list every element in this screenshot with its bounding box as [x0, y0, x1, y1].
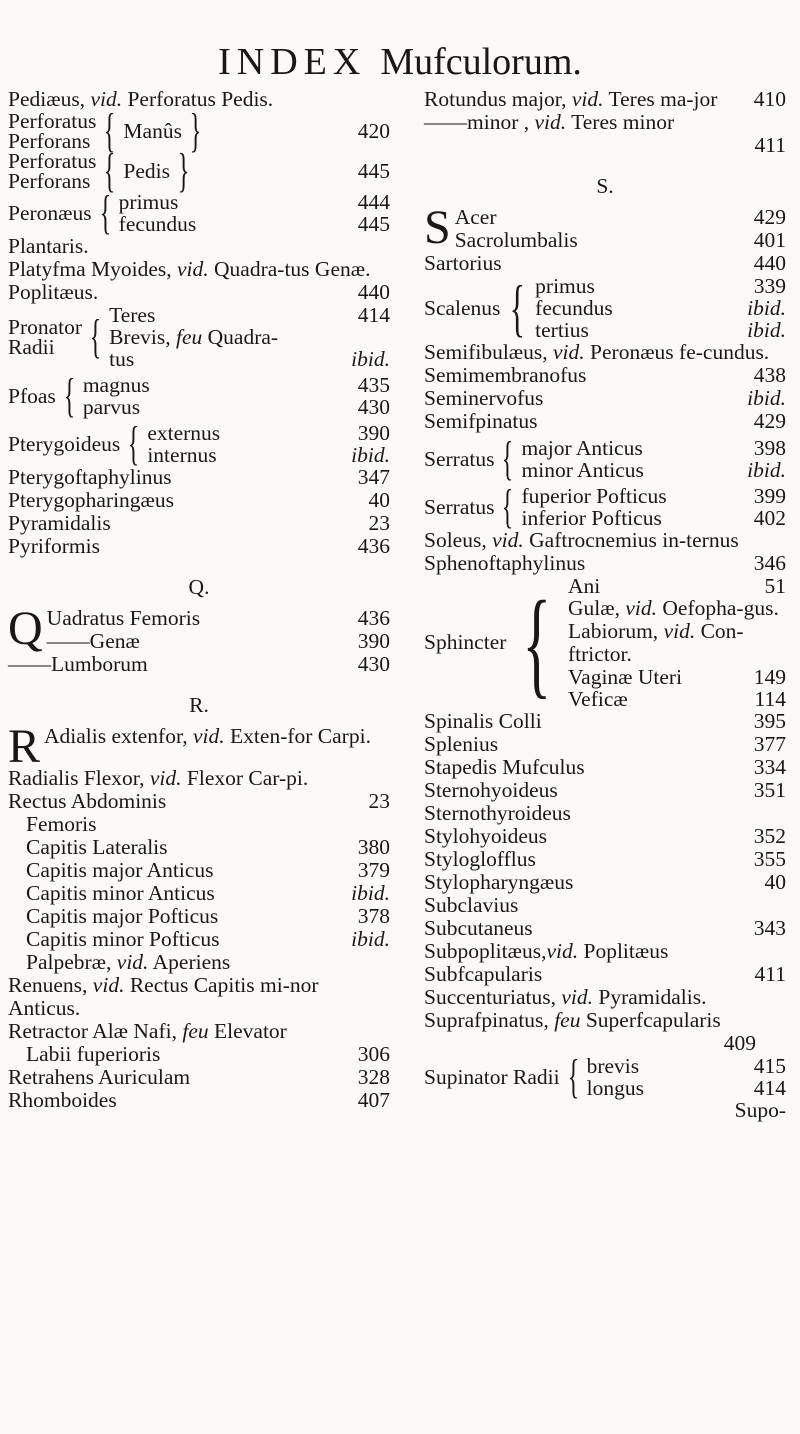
- entry-sphenostaphylinus: Sphenoftaphylinus 346: [424, 551, 786, 575]
- list-item: Stylopharyngæus 40: [424, 870, 786, 894]
- entry-peronaeus: Peronæus { primus 444 fecundus 445: [8, 186, 390, 239]
- brace-icon: {: [99, 186, 111, 239]
- entry-pronator: Pronator Radii { Teres 414 Brevis, feu Quadra- tus ibid.: [8, 303, 390, 371]
- entry-perforatus-pedis: Perforatus Perforans { Pedis } 445: [8, 144, 390, 197]
- entry-scalenus: Scalenus { primus 339 fecundus ibid. tertius ibid.: [424, 272, 786, 343]
- entry-quadratus: Q Uadratus Femoris 436 ——Genæ 390 ——Lumborum 430: [8, 602, 390, 676]
- catchword: Supo-: [734, 1098, 786, 1122]
- entry-renuens: Renuens, vid. Rectus Capitis mi-nor Anticus.: [8, 973, 319, 1020]
- list-item: Spinalis Colli 395: [424, 709, 786, 733]
- page-header: [0, 40, 800, 84]
- drop-cap: Q: [8, 602, 43, 655]
- entry-poplitaeus: Poplitæus. 440: [8, 280, 390, 304]
- list-item: Subclavius: [424, 893, 519, 917]
- brace-icon: {: [89, 310, 102, 363]
- entry-labii: Labii fuperioris 306: [26, 1042, 390, 1066]
- brace-icon: {: [522, 575, 552, 709]
- list-item: Pyriformis 436: [8, 534, 390, 558]
- entry-semifibulaeus: Semifibulæus, vid. Peronæus fe-cundus.: [424, 340, 770, 364]
- section-heading-r: R.: [189, 693, 209, 717]
- list-item: Semifpinatus 429: [424, 409, 786, 433]
- entry-retractor: Retractor Alæ Nafi, feu Elevator: [8, 1019, 287, 1043]
- list-item: Styloglofflus 355: [424, 847, 786, 871]
- entry-pterygoideus: Pterygoideus { externus 390 internus ibid.: [8, 417, 390, 470]
- entry-plantaris: Plantaris.: [8, 234, 89, 258]
- brace-icon: {: [502, 480, 514, 533]
- brace-icon: {: [104, 144, 116, 197]
- list-item: Sternothyroideus: [424, 801, 571, 825]
- list-item: Femoris: [26, 812, 97, 836]
- list-item: Capitis minor Pofticus ibid.: [26, 927, 390, 951]
- list-item: Stapedis Mufculus 334: [424, 755, 786, 779]
- entry-subpoplitaeus: Subpoplitæus,vid. Poplitæus: [424, 939, 669, 963]
- entry-radialis-extensor: R Adialis extenfor, vid. Exten-for Carpi.: [8, 720, 371, 773]
- left-column: [8, 88, 390, 1112]
- list-item: Capitis minor Anticus ibid.: [26, 881, 390, 905]
- list-item: Stylohyoideus 352: [424, 824, 786, 848]
- section-heading-q: Q.: [188, 575, 210, 599]
- list-item: Splenius 377: [424, 732, 786, 756]
- entry-sacer: S Acer 429 Sacrolumbalis 401: [424, 201, 786, 254]
- entry-supinator: Supinator Radii { brevis 415 longus 414: [424, 1050, 786, 1103]
- list-item: Pterygopharingæus 40: [8, 488, 390, 512]
- entry-subscapularis: Subfcapularis 411: [424, 962, 786, 986]
- brace-icon: {: [128, 417, 140, 470]
- brace-icon: {: [104, 104, 116, 157]
- list-item: Sartorius 440: [424, 251, 786, 275]
- section-heading-s: S.: [596, 174, 614, 198]
- entry-supraspinatus: Suprafpinatus, feu Superfcapularis: [424, 1008, 721, 1032]
- entry-radialis-flexor: Radialis Flexor, vid. Flexor Car-pi.: [8, 766, 309, 790]
- header-title: Mufculorum.: [380, 41, 582, 83]
- brace-icon: {: [510, 272, 526, 343]
- list-item: Pyramidalis 23: [8, 511, 390, 535]
- list-item: Seminervofus ibid.: [424, 386, 786, 410]
- brace-icon: {: [567, 1050, 579, 1103]
- drop-cap: R: [8, 720, 41, 773]
- entry-rectus: Rectus Abdominis 23: [8, 789, 390, 813]
- entry-succenturiatus: Succenturiatus, vid. Pyramidalis.: [424, 985, 707, 1009]
- entry-sphincter: Sphincter { Ani 51 Gulæ, vid. Oefopha-gus. Labiorum, vid. Con-ftrictor. Vaginæ Uteri 149 Veficæ 114: [424, 574, 786, 711]
- list-item: Capitis major Anticus 379: [26, 858, 390, 882]
- list-item: Sternohyoideus 351: [424, 778, 786, 802]
- entry-palpebrae: Palpebræ, vid. Aperiens: [26, 950, 231, 974]
- entry-psoas: Pfoas { magnus 435 parvus 430: [8, 369, 390, 422]
- list-rows-3: [424, 710, 786, 940]
- entry-serratus-anticus: Serratus { major Anticus 398 minor Anticus ibid.: [424, 432, 786, 485]
- index-word: INDEX: [218, 41, 367, 83]
- entry-platysma: Platyfma Myoides, vid. Quadra-tus Genæ.: [8, 257, 371, 281]
- list-item: Semimembranofus 438: [424, 363, 786, 387]
- list-item: Pterygoftaphylinus 347: [8, 465, 390, 489]
- list-item: Capitis major Pofticus 378: [26, 904, 390, 928]
- rectus-subentries: [8, 813, 390, 974]
- right-column: [424, 88, 786, 1122]
- page-ref: 411: [754, 133, 786, 157]
- entry-soleus: Soleus, vid. Gaftrocnemius in-ternus: [424, 528, 739, 552]
- brace-icon: {: [63, 369, 76, 422]
- list-rows-1: [8, 466, 390, 558]
- list-item: Subcutaneus 343: [424, 916, 786, 940]
- entry-rotundus-minor: ——minor , vid. Teres minor: [424, 110, 675, 134]
- drop-cap: S: [424, 201, 451, 254]
- list-item: Retrahens Auriculam 328: [8, 1065, 390, 1089]
- page-ref: 409: [723, 1031, 756, 1055]
- list-item: Capitis Lateralis 380: [26, 835, 390, 859]
- brace-icon: }: [177, 144, 190, 197]
- entry-rotundus: Rotundus major, vid. Teres ma-jor 410: [424, 87, 786, 111]
- list-item: Rhomboides 407: [8, 1088, 390, 1112]
- entry-pediaeus: Pediæus, vid. Perforatus Pedis.: [8, 87, 274, 111]
- entry-serratus-posticus: Serratus { fuperior Pofticus 399 inferior Pofticus 402: [424, 480, 786, 533]
- entry-perforatus-manus: Perforatus Perforans { Manûs } 420: [8, 104, 390, 157]
- brace-icon: }: [189, 104, 202, 157]
- brace-icon: {: [502, 432, 514, 485]
